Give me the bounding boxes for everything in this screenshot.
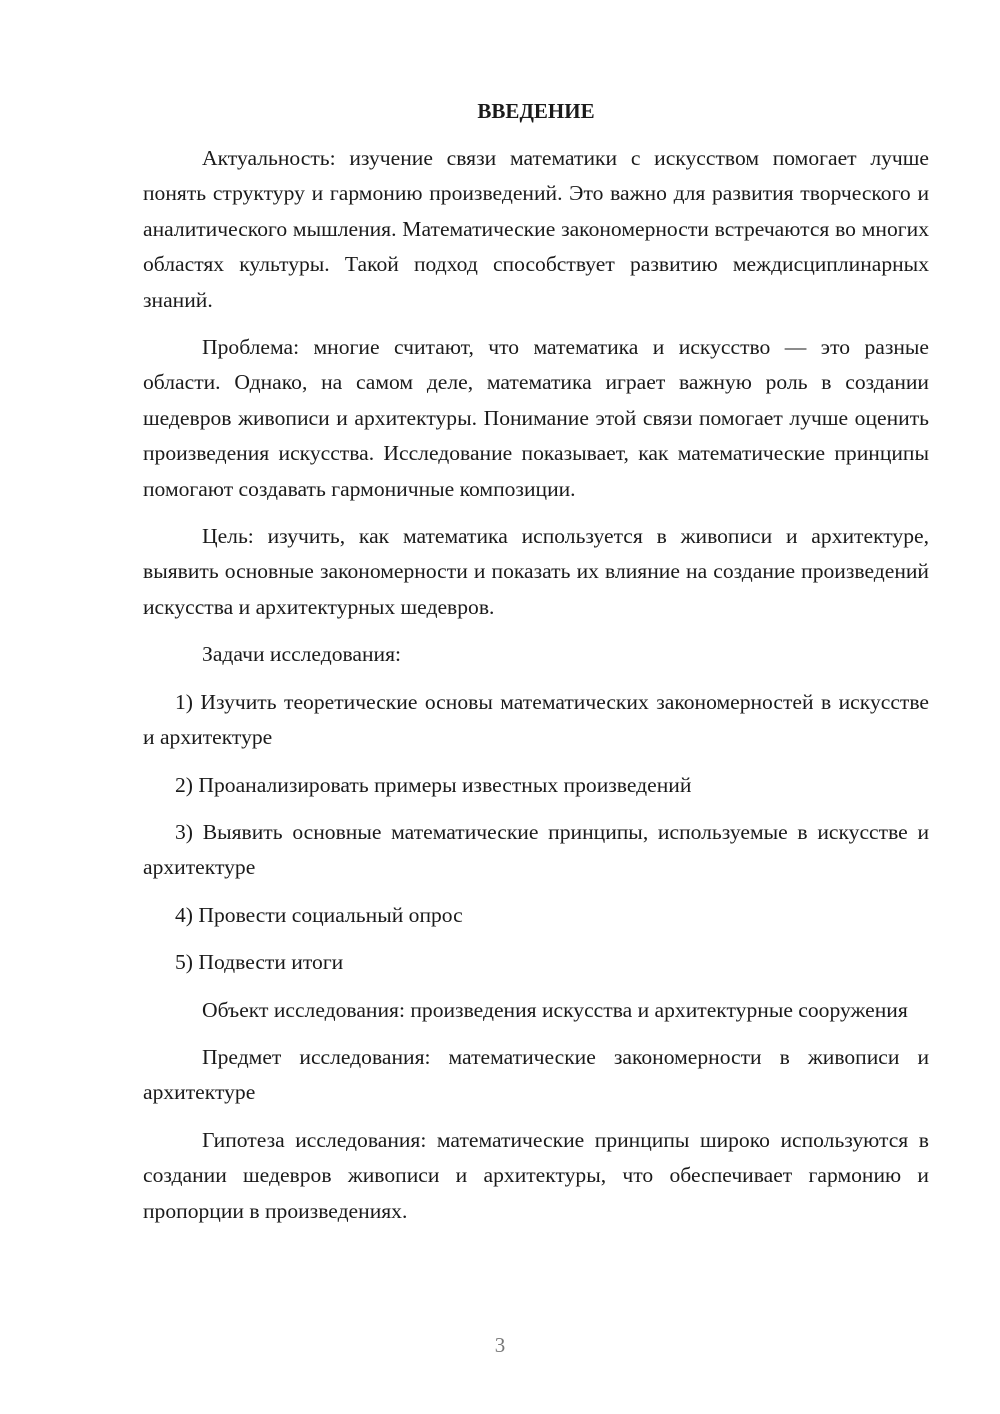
document-body (143, 141, 929, 1229)
tasks-heading: Задачи исследования: (202, 642, 402, 667)
section-title: ВВЕДЕНИЕ (477, 99, 595, 123)
object-paragraph: Объект исследования: произведения искусства и архитектурные сооружения (202, 997, 908, 1022)
hypothesis-paragraph: Гипотеза исследования: математические принципы широко используются в создании шедевров живописи и архитектуры, что обеспечивает гармонию и пропорции в произведениях. (143, 1127, 929, 1223)
goal-paragraph: Цель: изучить, как математика используется в живописи и архитектуре, выявить основные закономерности и показать их влияние на создание произведений искусства и архитектурных шедевров. (143, 524, 929, 619)
problem-paragraph: Проблема: многие считают, что математика и искусство — это разные области. Однако, на самом деле, математика играет важную роль в создании шедевров живописи и архитектуры. Понимание этой связи помогает лучше оценить произведения искусства. Исследование показывает, как математические принципы помогают создавать гармоничные композиции. (143, 335, 929, 501)
relevance-paragraph: Актуальность: изучение связи математики с искусством помогает лучше понять структуру и гармонию произведений. Это важно для развития творческого и аналитического мышления. Математические закономерности встречаются во многих областях культуры. Такой подход способствует развитию междисциплинарных знаний. (143, 146, 929, 312)
task-item: 3) Выявить основные математические принципы, используемые в искусстве и архитектуре (143, 819, 929, 880)
task-item: 5) Подвести итоги (175, 950, 344, 975)
task-item: 2) Проанализировать примеры известных произведений (175, 772, 692, 797)
task-item: 1) Изучить теоретические основы математических закономерностей в искусстве и архитектуре (143, 689, 929, 750)
task-item: 4) Провести социальный опрос (175, 902, 463, 927)
subject-paragraph: Предмет исследования: математические закономерности в живописи и архитектуре (143, 1044, 929, 1105)
page-number: 3 (494, 1333, 506, 1357)
